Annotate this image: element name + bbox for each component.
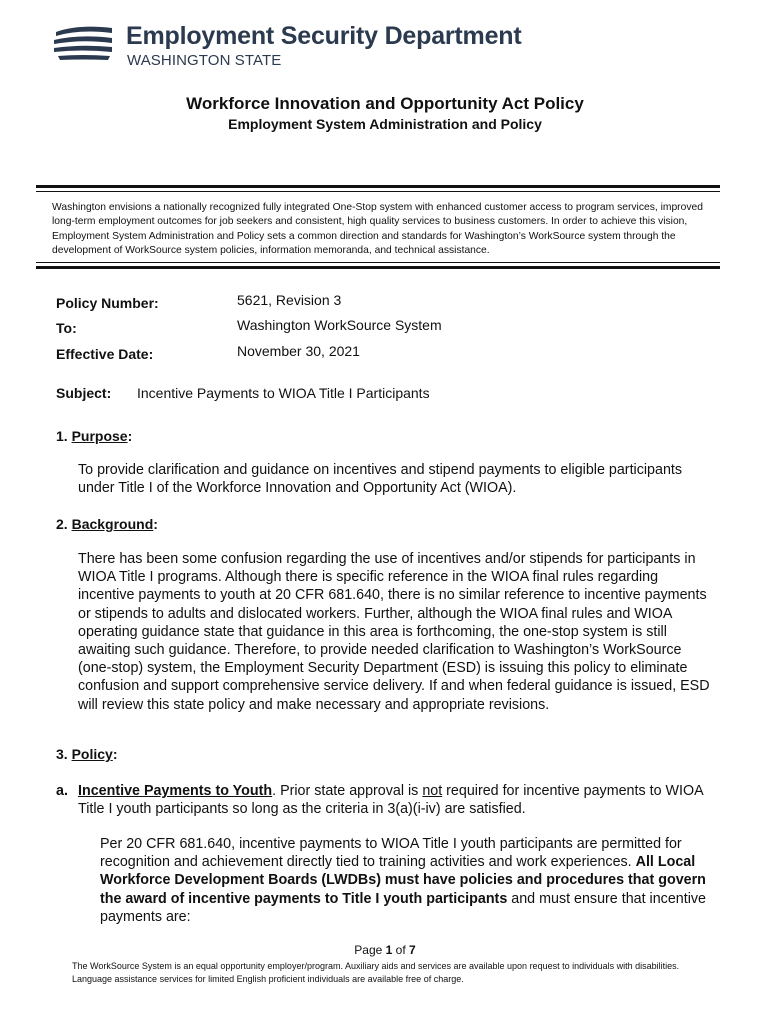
section-number: 2. (56, 516, 68, 532)
policy-item-a-label: a. (56, 783, 68, 799)
section-title: Policy (71, 746, 113, 762)
to-label: To: (56, 320, 77, 336)
page-current: 1 (385, 943, 393, 957)
section-title: Background (71, 516, 154, 532)
purpose-text: To provide clarification and guidance on incentives and stipend payments to eligible participants under Title I of the Workforce Innovation and Opportunity Act (WIOA). (78, 462, 683, 497)
document-title: Workforce Innovation and Opportunity Act Policy (186, 94, 584, 113)
subject-value: Incentive Payments to WIOA Title I Participants (137, 385, 430, 401)
divider-bottom-thick (36, 266, 720, 269)
policy-paragraph-text-2: and must ensure that incentive payments are: (100, 890, 706, 925)
section-policy-heading: 3. Policy: (56, 746, 118, 762)
policy-number-value: 5621, Revision 3 (237, 292, 342, 308)
policy-item-a-not: not (422, 783, 443, 799)
effective-date-value: November 30, 2021 (237, 343, 360, 359)
esd-logo-mark-icon (52, 24, 114, 64)
policy-item-a (56, 782, 718, 818)
effective-date-label: Effective Date: (56, 346, 154, 362)
section-number: 1. (56, 428, 68, 444)
divider-top-thin (36, 191, 720, 192)
vision-statement: Washington envisions a nationally recognized fully integrated One-Stop system with enhanced customer access to program services, improved long-term employment outcomes for job seekers and consistent, high quality services to business customers. In order to achieve this vision, Employment System Administration and Policy sets a common direction and standards for Washington’s WorkSource system through the development of WorkSource system policies, information memoranda, and technical assistance. (52, 202, 703, 256)
background-text: There has been some confusion regarding the use of incentives and/or stipends for participants in WIOA Title I programs. Although there is specific reference in the WIOA final rules regarding incentive payments to youth at 20 CFR 681.640, there is no similar reference to incentive payments or stipends to adults and dislocated workers. Further, although the WIOA final rules and WIOA operating guidance state that guidance in this area is forthcoming, the one-stop system is still awaiting such guidance. Therefore, to provide needed clarification to Washington’s WorkSource (one-stop) system, the Employment Security Department (ESD) is issuing this policy to eliminate confusion and support comprehensive service delivery. If and when federal guidance is issued, ESD will review this state policy and make necessary and appropriate revisions. (78, 551, 710, 713)
section-number: 3. (56, 746, 68, 762)
divider-bottom-thin (36, 262, 720, 263)
footer-notice: The WorkSource System is an equal opportunity employer/program. Auxiliary aids and services are available upon request to individuals with disabilities. Language assistance services for limited English proficient individuals are available free of charge. (72, 961, 680, 984)
policy-item-a-title: Incentive Payments to Youth (78, 783, 273, 799)
policy-paragraph-bold: All Local Workforce Development Boards (LWDBs) must have policies and procedures that govern the award of incentive payments to Title I youth participants (100, 854, 706, 907)
section-purpose-heading: 1. Purpose: (56, 428, 133, 444)
policy-item-a-text-2: required for incentive payments to WIOA Title I youth participants so long as the criteria in 3(a)(i-iv) are satisfied. (78, 783, 703, 818)
page-of: of (392, 943, 410, 957)
policy-number-label: Policy Number: (56, 295, 159, 311)
divider-top-thick (36, 185, 720, 188)
esd-logo (52, 22, 572, 72)
document-subtitle: Employment System Administration and Policy (228, 116, 542, 132)
policy-item-a-paragraph (100, 835, 720, 926)
subject-label: Subject: (56, 385, 112, 401)
section-background-heading: 2. Background: (56, 516, 158, 532)
policy-paragraph-text-1: Per 20 CFR 681.640, incentive payments to WIOA Title I youth participants are permitted for recognition and achievement directly tied to training activities and work experiences. (100, 836, 682, 871)
logo-subtitle: WASHINGTON STATE (127, 52, 282, 69)
policy-item-a-text-1: . Prior state approval is (272, 783, 423, 799)
to-value: Washington WorkSource System (237, 317, 442, 333)
page-number (0, 943, 770, 957)
logo-title: Employment Security Department (126, 22, 522, 50)
page-total: 7 (409, 943, 416, 957)
page-prefix: Page (354, 943, 386, 957)
section-title: Purpose (71, 428, 128, 444)
